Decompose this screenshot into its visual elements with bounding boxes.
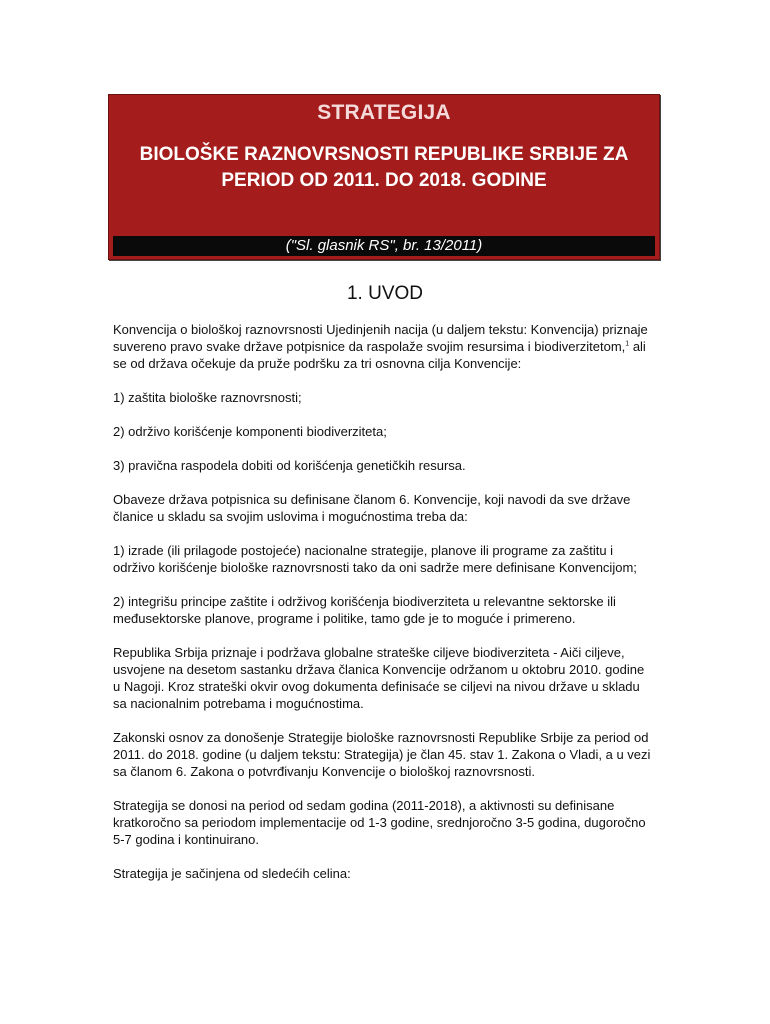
title-banner bbox=[108, 94, 660, 260]
document-title: STRATEGIJA bbox=[317, 101, 451, 124]
list-item: 2) održivo korišćenje komponenti biodiverziteta; bbox=[113, 424, 387, 439]
paragraph bbox=[113, 321, 653, 372]
list-item: 1) zaštita biološke raznovrsnosti; bbox=[113, 390, 302, 405]
footnote-marker: 1 bbox=[625, 340, 630, 348]
document-body bbox=[113, 321, 653, 899]
section-heading: 1. UVOD bbox=[346, 283, 424, 304]
paragraph: Zakonski osnov za donošenje Strategije biološke raznovrsnosti Republike Srbije za period od 2011. do 2018. godine (u daljem tekstu: Strategija) je član 45. stav 1. Zakona o Vladi, a u vezi sa članom 6. Zakona o potvrđivanju Konvencije o biološkoj raznovrsnosti. bbox=[113, 730, 651, 779]
paragraph-text: Konvencija o biološkoj raznovrsnosti Ujedinjenih nacija (u daljem tekstu: Konvencija) priznaje suvereno pravo svake države potpisnice da raspolaže svojim resursima i biodiverzitetom, bbox=[113, 322, 648, 354]
paragraph: Republika Srbija priznaje i podržava globalne strateške ciljeve biodiverziteta - Aiči ciljeve, usvojene na desetom sastanku država članica Konvencije održanom u oktobru 2010. godine u Nagoji. Kroz strateški okvir ovog dokumenta definisaće se ciljevi na nivou države u skladu sa nacionalnim potrebama i mogućnostima. bbox=[113, 645, 645, 711]
list-item: 3) pravična raspodela dobiti od korišćenja genetičkih resursa. bbox=[113, 458, 466, 473]
paragraph: Obaveze država potpisnica su definisane članom 6. Konvencije, koji navodi da sve države članice u skladu sa svojim uslovima i mogućnostima treba da: bbox=[113, 492, 631, 524]
list-item: 1) izrade (ili prilagode postojeće) nacionalne strategije, planove ili programe za zaštitu i održivo korišćenje biološke raznovrsnosti tako da oni sadrže mere definisane Konvencijom; bbox=[113, 543, 637, 575]
paragraph: Strategija se donosi na period od sedam godina (2011-2018), a aktivnosti su definisane kratkoročno sa periodom implementacije od 1-3 godine, srednjoročno 3-5 godina, dugoročno 5-7 godina i kontinuirano. bbox=[113, 798, 646, 847]
list-item: 2) integrišu principe zaštite i održivog korišćenja biodiverziteta u relevantne sektorske ili međusektorske planove, programe i politike, tamo gde je to moguće i primereno. bbox=[113, 594, 616, 626]
paragraph: Strategija je sačinjena od sledećih celina: bbox=[113, 866, 351, 881]
document-subtitle: BIOLOŠKE RAZNOVRSNOSTI REPUBLIKE SRBIJE ZA PERIOD OD 2011. DO 2018. GODINE bbox=[139, 144, 629, 191]
gazette-reference: ("Sl. glasnik RS", br. 13/2011) bbox=[113, 236, 655, 256]
paragraph-text: ali se od država očekuje da pruže podršku za tri osnovna cilja Konvencije: bbox=[113, 339, 646, 371]
